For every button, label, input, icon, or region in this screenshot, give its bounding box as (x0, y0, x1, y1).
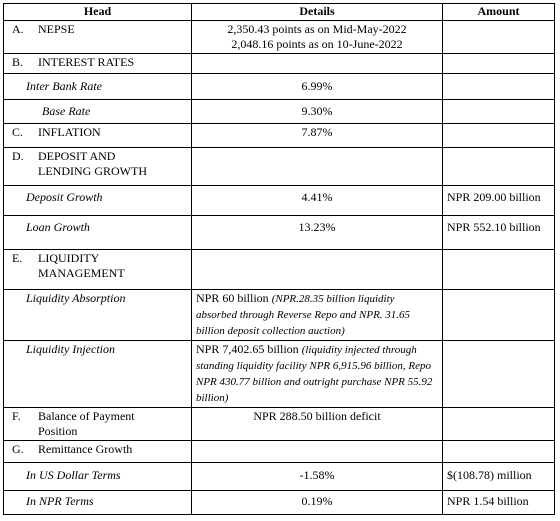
row-letter: E. (12, 251, 23, 265)
bop-label-2: Position (38, 424, 78, 438)
absorption-main: NPR 60 billion (196, 291, 269, 305)
table-row (4, 148, 555, 186)
baserate-value: 9.30% (192, 100, 443, 124)
injection-main: NPR 7,402.65 billion (196, 342, 299, 356)
header-row (4, 4, 555, 21)
interest-label: INTEREST RATES (38, 55, 135, 69)
deposit-label: Deposit Growth (4, 186, 192, 216)
nepse-line1: 2,350.43 points as on Mid-May-2022 (227, 22, 407, 36)
usd-label: In US Dollar Terms (4, 463, 192, 491)
interbank-value: 6.99% (192, 74, 443, 100)
table-row (4, 216, 555, 250)
nepse-label: NEPSE (38, 22, 75, 36)
remittance-label: Remittance Growth (38, 442, 133, 456)
absorption-note: (NPR.28.35 billion liquidity absorbed through Reverse Repo and NPR. 31.65 billion deposit collection auction) (196, 293, 411, 337)
row-letter: F. (12, 409, 21, 423)
usd-amount: $(108.78) million (443, 463, 555, 491)
head-header: Head (4, 4, 192, 21)
table-row (4, 21, 555, 54)
table-row (4, 341, 555, 408)
deposit-lending-label-2: LENDING GROWTH (38, 164, 147, 178)
injection-label: Liquidity Injection (4, 341, 192, 408)
inflation-label: INFLATION (38, 125, 101, 139)
deposit-lending-label-1: DEPOSIT AND (38, 149, 116, 163)
loan-label: Loan Growth (4, 216, 192, 250)
details-header: Details (192, 4, 443, 21)
npr-amount: NPR 1.54 billion (443, 491, 555, 515)
table-row (4, 491, 555, 515)
row-letter: C. (12, 125, 24, 139)
absorption-label: Liquidity Absorption (4, 290, 192, 341)
loan-amount: NPR 552.10 billion (443, 216, 555, 250)
bop-label-1: Balance of Payment (38, 409, 135, 423)
loan-value: 13.23% (192, 216, 443, 250)
interbank-label: Inter Bank Rate (4, 74, 192, 100)
usd-value: -1.58% (192, 463, 443, 491)
liquidity-label-1: LIQUIDITY (38, 251, 100, 265)
row-letter: A. (12, 22, 24, 36)
bop-value: NPR 288.50 billion deficit (192, 408, 443, 441)
table-row (4, 441, 555, 463)
table-row (4, 408, 555, 441)
amount-header: Amount (443, 4, 555, 21)
liquidity-label-2: MANAGEMENT (38, 266, 125, 280)
table-row (4, 186, 555, 216)
row-letter: G. (12, 442, 24, 456)
table-row (4, 250, 555, 290)
inflation-value: 7.87% (192, 124, 443, 148)
nepse-line2: 2,048.16 points as on 10-June-2022 (231, 37, 403, 51)
table-row (4, 290, 555, 341)
injection-note: (liquidity injected through standing liquidity facility NPR 6,915.96 billion, Repo NPR 430.77 billion and outright purchase NPR 55.92 billion) (196, 344, 433, 404)
table-row (4, 54, 555, 74)
npr-label: In NPR Terms (4, 491, 192, 515)
economic-indicators-table (3, 3, 555, 515)
baserate-label: Base Rate (4, 100, 192, 124)
row-letter: B. (12, 55, 24, 69)
table-row (4, 124, 555, 148)
row-letter: D. (12, 149, 24, 163)
table-row (4, 100, 555, 124)
npr-value: 0.19% (192, 491, 443, 515)
table-row (4, 74, 555, 100)
table-row (4, 463, 555, 491)
deposit-value: 4.41% (192, 186, 443, 216)
deposit-amount: NPR 209.00 billion (443, 186, 555, 216)
